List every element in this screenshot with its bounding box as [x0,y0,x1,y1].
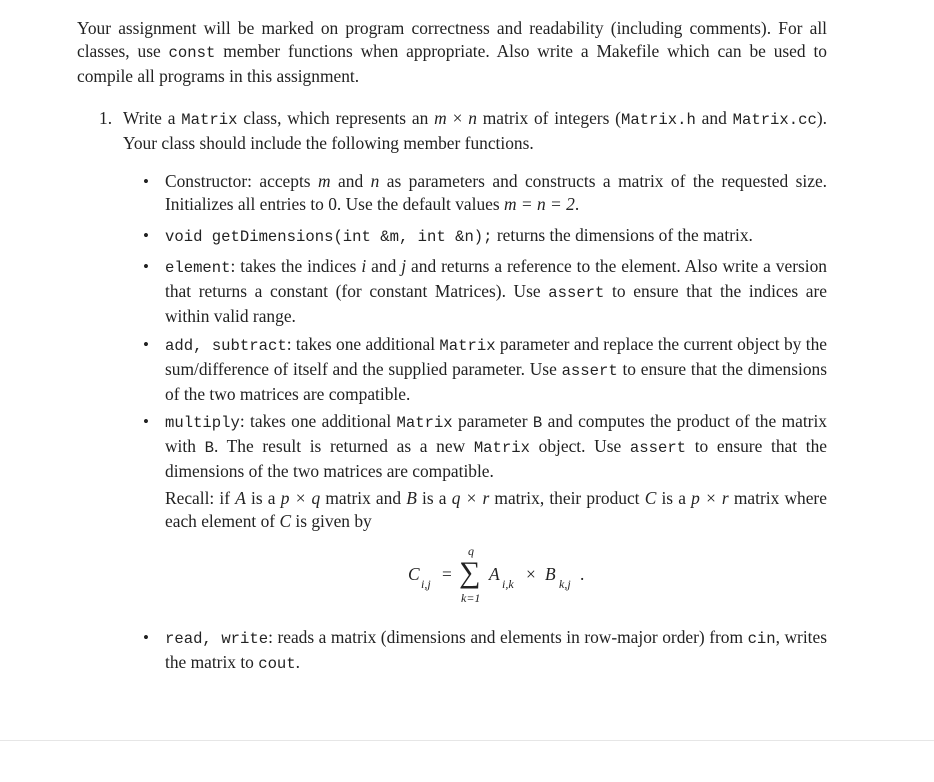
multiply-text-b: parameter [452,411,533,431]
eq-lhs-sub: i,j [421,577,431,591]
eq-times: × [526,564,536,584]
eq-period: . [580,564,585,584]
item-1-text-and: and [695,108,733,128]
constructor-text-a: Constructor: accepts [165,171,319,191]
multiply-text-c: and computes the product of the matrix with [165,411,827,456]
cin-code: cin [747,630,776,648]
element-text-c: to ensure that the indices are within valid range. [165,281,827,326]
dims-p-q: p × q [280,488,321,508]
readwrite-end: . [295,652,301,672]
bullet-list [140,170,827,216]
bullet-icon: • [143,335,149,354]
addsub-text-c: to ensure that the dimensions of the two matrices are compatible. [165,359,827,404]
matrix-code: Matrix [396,414,453,432]
eq-a-sub: i,k [502,577,514,591]
multiply-text-d: . The result is returned as a new [213,436,474,456]
recall-text-e: matrix, their product [489,488,645,508]
eq-a: A [489,564,500,584]
addsub-text-a: : takes one additional [286,334,440,354]
bullet-icon: • [143,628,149,647]
eq-equals: = [442,564,452,584]
element-text-a: : takes the indices [230,256,362,276]
bullet-read-write [140,626,827,676]
eq-lower-text: k=1 [461,591,481,605]
sigma-icon: ∑ [459,556,481,589]
constructor-end: . [574,194,580,214]
cout-code: cout [258,655,296,673]
var-m: m [434,108,447,128]
recall-text-c: matrix and [320,488,407,508]
item-1-text-a: Write a [123,108,182,128]
readwrite-text-b: , writes the matrix to [165,627,828,672]
intro-text-1: Your assignment will be marked on program correctness and readability (including comments). For all classes, use [77,18,827,61]
intro-text-2: member functions when appropriate. Also write a Makefile which can be used to compile all programs in this assignment. [77,41,827,86]
eq-b: B [545,564,556,584]
add-subtract-code: add, subtract [165,337,287,355]
bullet-icon: • [143,172,149,191]
bullet-constructor [140,170,827,216]
product-equation [408,544,608,605]
multiply-text-a: : takes one additional [239,411,397,431]
matrix-code-2: Matrix [473,439,530,457]
multiply-code: multiply [165,414,240,432]
item-number: 1. [99,108,113,128]
multiply-text-f: to ensure that the dimensions of the two matrices are compatible. [165,436,827,481]
element-text-and: and [366,256,402,276]
matrix-code: Matrix [181,111,238,129]
bullet-icon: • [143,257,149,276]
file-matrix-cc: Matrix.cc [732,111,817,129]
bullet-list-6 [140,626,827,676]
var-m: m [318,171,331,191]
var-c: C [644,488,657,508]
bullet-element [140,255,827,328]
var-a: A [235,488,246,508]
eq-upper-limit: q [468,544,474,558]
constructor-text-b: as parameters and constructs a matrix of the requested size. Initializes all entries to 0. Use the default values [165,171,828,214]
getdimensions-code: void getDimensions(int &m, int &n); [165,228,493,246]
file-matrix-h: Matrix.h [620,111,696,129]
bullet-list-2 [140,224,827,249]
b-code-2: B [204,439,214,457]
recall-paragraph [165,487,827,533]
bullet-getdimensions [140,224,827,249]
bullet-icon: • [143,226,149,245]
element-text-b: and returns a reference to the element. Also write a version that returns a constant (for constant Matrices). Use [165,256,828,301]
multiply-text-e: object. Use [529,436,630,456]
eq-lhs-c: C [408,564,420,584]
item-1-text-b: class, which represents an [237,108,435,128]
item-1-text [123,107,827,155]
var-j: j [401,256,407,276]
recall-text-h: is given by [291,511,372,531]
bullet-list-5 [140,410,827,533]
getdimensions-text: returns the dimensions of the matrix. [492,225,753,245]
intro-const-code: const [168,44,216,62]
bullet-icon: • [143,412,149,431]
times-symbol: × [452,108,463,128]
bullet-multiply [140,410,827,533]
recall-text-f: is a [656,488,692,508]
element-code: element [165,259,231,277]
default-values-math: m = n = 2 [504,194,575,214]
var-c-2: C [279,511,292,531]
var-b: B [406,488,417,508]
var-n: n [468,108,477,128]
eq-b-sub: k,j [559,577,571,591]
bullet-list-3 [140,255,827,328]
addsub-text-b: parameter and replace the current object by the sum/difference of itself and the supplied parameter. Use [165,334,827,379]
bullet-add-subtract [140,333,827,406]
constructor-text-and: and [330,171,371,191]
bullet-list-4 [140,333,827,406]
recall-text-a: Recall: if [165,488,236,508]
matrix-code: Matrix [439,337,496,355]
intro-paragraph [77,17,827,88]
dims-p-r: p × r [691,488,729,508]
recall-text-d: is a [416,488,452,508]
var-i: i [361,256,367,276]
item-1-text-d: ). Your class should include the following member functions. [123,108,827,153]
read-write-code: read, write [165,630,269,648]
readwrite-text-a: : reads a matrix (dimensions and elements in row-major order) from [268,627,748,647]
enumerated-item-1 [99,107,827,155]
dims-q-r: q × r [451,488,490,508]
assert-code: assert [561,362,618,380]
page-bottom-divider [0,740,934,741]
assert-code: assert [629,439,687,457]
var-n: n [370,171,380,191]
b-code: B [532,414,543,432]
recall-text-b: is a [245,488,281,508]
recall-text-g: matrix where each element of [165,488,827,531]
item-1-text-c: matrix of integers ( [476,108,621,128]
assert-code: assert [548,284,605,302]
